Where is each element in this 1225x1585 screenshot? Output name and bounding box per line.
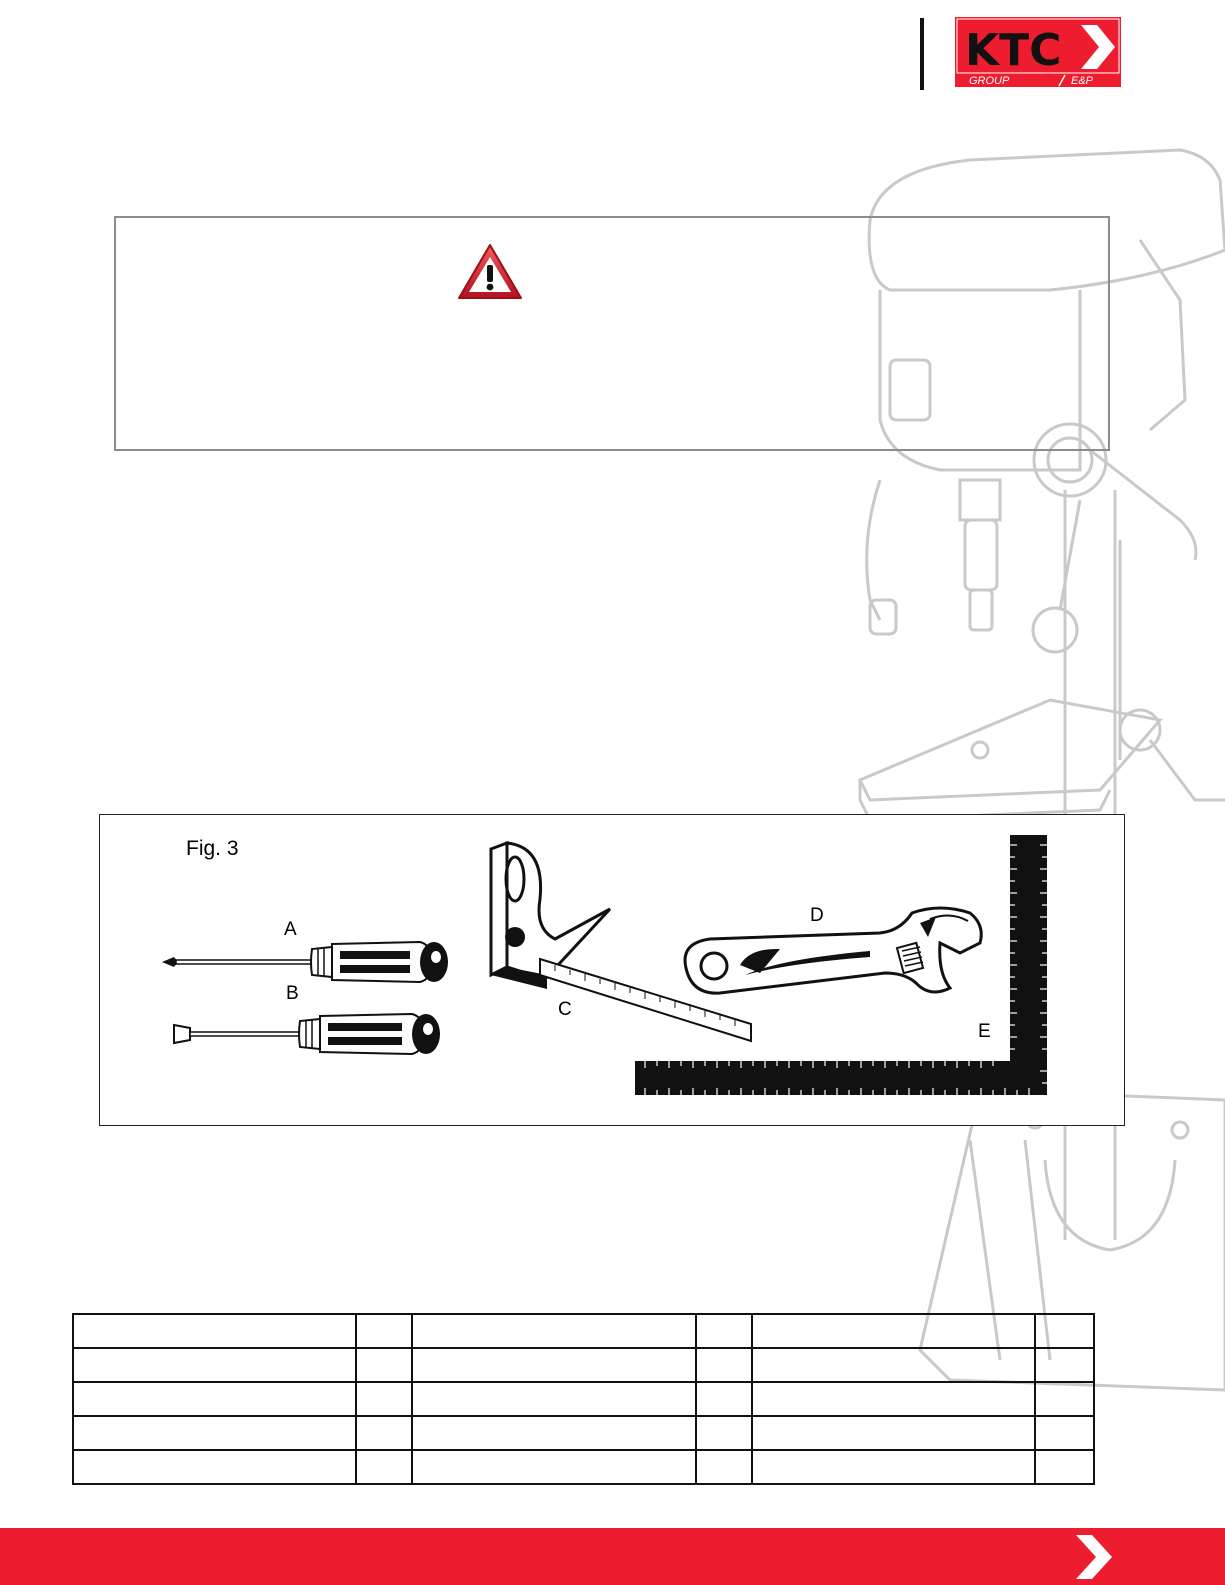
footer-bar (0, 1528, 1225, 1585)
svg-text:KTC: KTC (965, 25, 1062, 76)
table-cell (752, 1348, 1035, 1382)
table-cell (73, 1382, 356, 1416)
table-cell (356, 1450, 412, 1484)
table-cell (412, 1416, 695, 1450)
svg-text:GROUP: GROUP (969, 75, 1010, 87)
table-cell (752, 1382, 1035, 1416)
table-cell (752, 1416, 1035, 1450)
table-cell (1035, 1416, 1094, 1450)
table-cell (1035, 1382, 1094, 1416)
table-cell (412, 1450, 695, 1484)
table-cell (356, 1314, 412, 1348)
table-row (73, 1416, 1094, 1450)
framing-square-icon (635, 835, 1060, 1105)
table-cell (356, 1416, 412, 1450)
table-cell (73, 1450, 356, 1484)
table-row (73, 1348, 1094, 1382)
header-divider (920, 18, 924, 90)
tool-label-d: D (810, 905, 824, 926)
table-cell (696, 1416, 752, 1450)
table-row (73, 1314, 1094, 1348)
table-row (73, 1450, 1094, 1484)
warning-box (114, 216, 1110, 451)
table-cell (73, 1416, 356, 1450)
table-cell (412, 1382, 695, 1416)
figure-caption: Fig. 3 (186, 837, 239, 860)
table-cell (696, 1382, 752, 1416)
table-cell (752, 1450, 1035, 1484)
phillips-screwdriver-icon (160, 937, 450, 987)
table-cell (356, 1382, 412, 1416)
table-cell (1035, 1314, 1094, 1348)
ktc-logo (955, 17, 1121, 87)
tool-label-c: C (558, 999, 572, 1020)
tool-label-e: E (978, 1021, 991, 1042)
table-cell (696, 1314, 752, 1348)
table-cell (412, 1348, 695, 1382)
table-cell (356, 1348, 412, 1382)
tool-label-b: B (286, 983, 299, 1004)
table-cell (1035, 1348, 1094, 1382)
chevron-right-icon (1072, 1533, 1114, 1581)
table-cell (696, 1348, 752, 1382)
table-cell (412, 1314, 695, 1348)
flat-screwdriver-icon (172, 1009, 447, 1059)
table-cell (73, 1348, 356, 1382)
tools-figure (99, 814, 1125, 1126)
table-cell (73, 1314, 356, 1348)
svg-text:E&P: E&P (1071, 75, 1094, 87)
table-row (73, 1382, 1094, 1416)
table-cell (752, 1314, 1035, 1348)
warning-triangle-icon (457, 243, 523, 301)
table-cell (696, 1450, 752, 1484)
tool-label-a: A (284, 919, 297, 940)
table-cell (1035, 1450, 1094, 1484)
parts-table (72, 1313, 1095, 1485)
